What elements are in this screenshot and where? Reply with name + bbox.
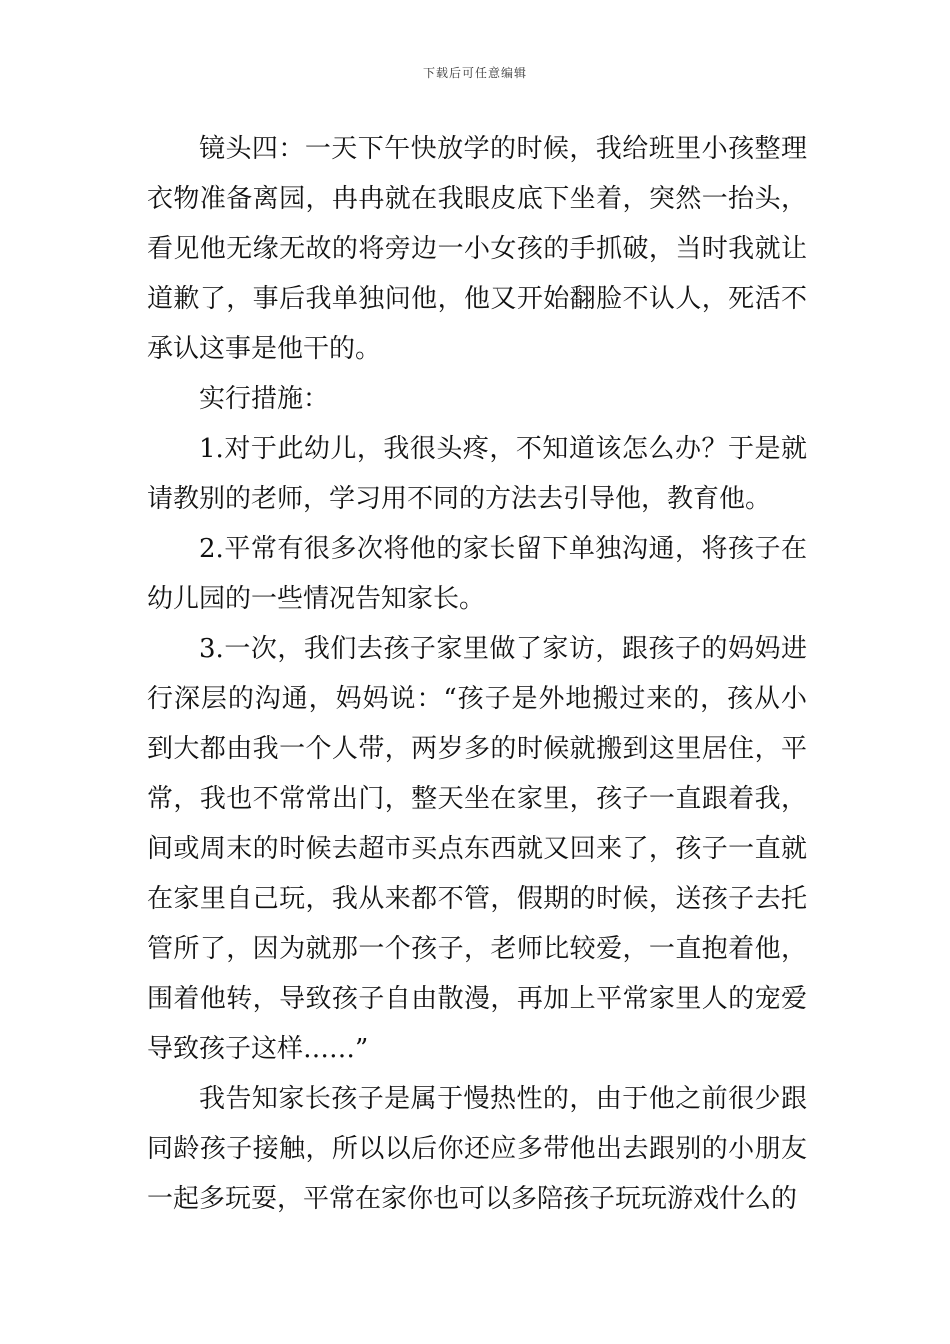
- paragraph-advice: 我告知家长孩子是属于慢热性的，由于他之前很少跟同龄孩子接触，所以以后你还应多带他出去跟别的小朋友一起多玩耍，平常在家你也可以多陪孩子玩玩游戏什么的: [147, 1084, 807, 1214]
- paragraph-scene-four: 镜头四：一天下午快放学的时候，我给班里小孩整理衣物准备离园，冉冉就在我眼皮底下坐着，突然一抬头，看见他无缘无故的将旁边一小女孩的手抓破，当时我就让道歉了，事后我单独问他，他又开始翻脸不认人，死活不承认这事是他干的。: [147, 134, 807, 364]
- paragraph-measure-2: 2.平常有很多次将他的家长留下单独沟通，将孩子在幼儿园的一些情况告知家长。: [147, 534, 807, 614]
- document-body: [147, 124, 807, 1224]
- paragraph-measure-3: 3.一次，我们去孩子家里做了家访，跟孩子的妈妈进行深层的沟通，妈妈说：“孩子是外地搬过来的，孩从小到大都由我一个人带，两岁多的时候就搬到这里居住，平常，我也不常常出门，整天坐在家里，孩子一直跟着我，间或周末的时候去超市买点东西就又回来了，孩子一直就在家里自己玩，我从来都不管，假期的时候，送孩子去托管所了，因为就那一个孩子，老师比较爱，一直抱着他，围着他转，导致孩子自由散漫，再加上平常家里人的宠爱导致孩子这样……”: [147, 634, 807, 1064]
- paragraph-measures-heading: 实行措施：: [199, 384, 330, 414]
- page-header: 下载后可任意编辑: [422, 66, 527, 80]
- paragraph-measure-1: 1.对于此幼儿，我很头疼，不知道该怎么办？于是就请教别的老师，学习用不同的方法去引导他，教育他。: [147, 434, 807, 514]
